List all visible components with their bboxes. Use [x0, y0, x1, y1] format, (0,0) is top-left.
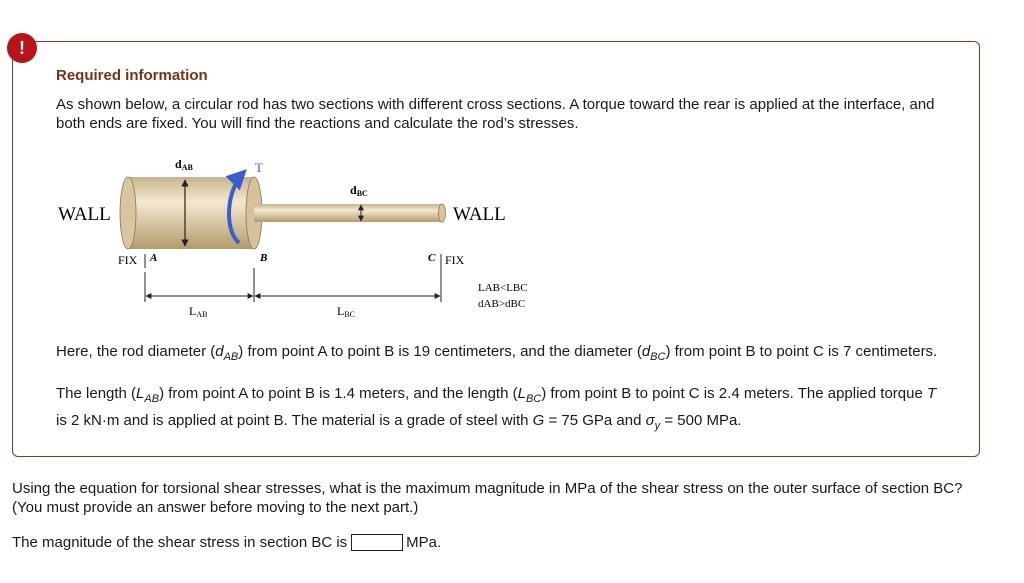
question-text: Using the equation for torsional shear stresses, what is the maximum magnitude in MPa of the shear stress on the outer surface of section BC? (You must provide an answer before moving to the next part.) [12, 480, 963, 516]
l-bc-label: LBC [337, 304, 356, 319]
d-bc-label: dBC [350, 183, 368, 198]
section-ab-cylinder [120, 177, 262, 249]
diameter-relation: dAB>dBC [478, 298, 526, 310]
length-paragraph: The length $(L_{AB})$ from point A to point B is 1.4 meters, and the length $(L_{BC})$ from point B to point C is 2.4 meters. The applied torque T is 2 kN·m and is applied at point B. The material is a grade of steel with G = 75 GPa and $\sigma_y = 500$ MPa. [56, 385, 937, 432]
answer-row [12, 534, 441, 551]
point-b-label: B [260, 252, 268, 264]
section-bc-rod [254, 204, 446, 222]
intro-text: As shown below, a circular rod has two sections with different cross sections. A torque toward the rear is applied at the interface, and both ends are fixed. You will find the reactions and calculate the rod’s stresses. [56, 96, 935, 132]
alert-icon: ! [7, 33, 37, 63]
card-title: Required information [56, 67, 208, 84]
length-relation: LAB<LBC [478, 282, 528, 294]
answer-prefix: The magnitude of the shear stress in section BC is [12, 534, 348, 551]
fix-right-label: FIX [445, 253, 465, 267]
l-ab-label: LAB [189, 304, 208, 319]
wall-left-label: WALL [58, 204, 111, 225]
diameter-paragraph: Here, the rod diameter $(d_{AB})$ from point A to point B is 19 centimeters, and the diameter $(d_{BC})$ from point B to point C is 7 centimeters. [56, 343, 938, 363]
answer-input[interactable] [351, 534, 403, 551]
torque-label: T [255, 160, 263, 175]
rod-diagram [56, 150, 556, 330]
point-c-label: C [428, 252, 436, 264]
d-ab-label: dAB [175, 157, 193, 172]
fix-left-label: FIX [118, 253, 138, 267]
wall-right-label: WALL [453, 204, 506, 225]
answer-unit: MPa. [406, 534, 442, 551]
point-a-label: A [150, 252, 158, 264]
